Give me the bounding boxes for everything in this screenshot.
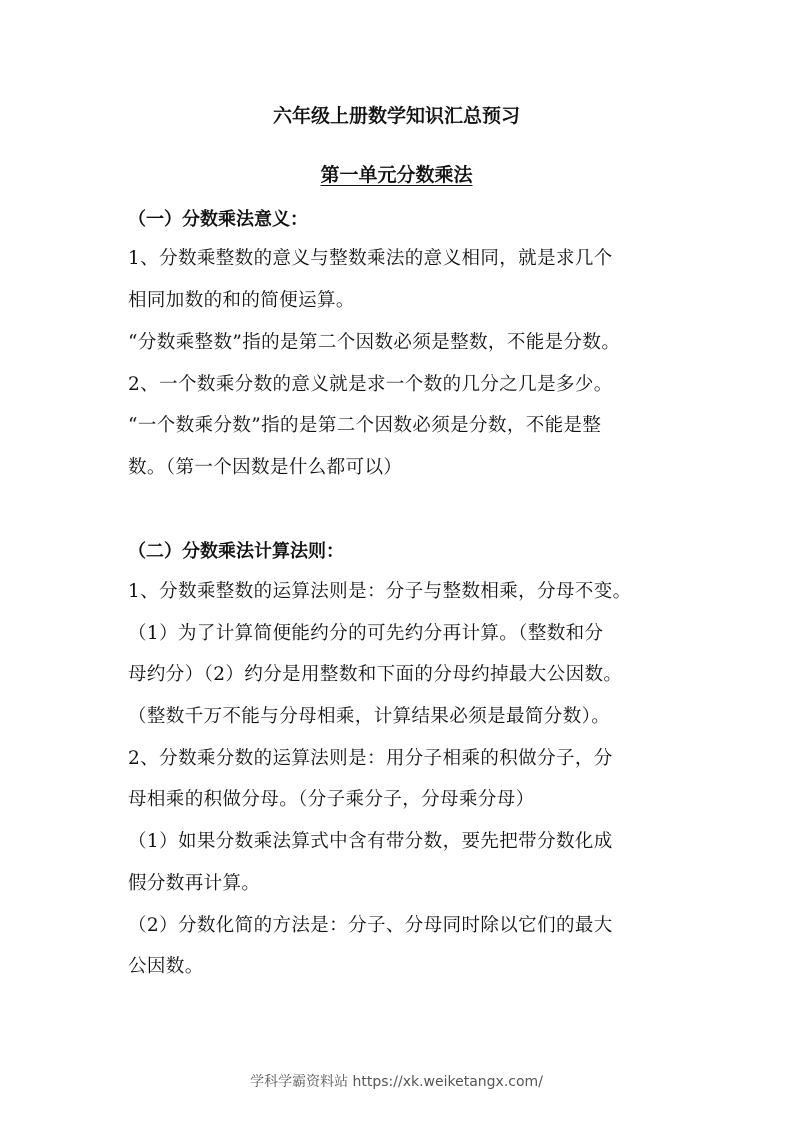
unit-title: 第一单元分数乘法 [320,164,473,186]
text-line: 相同加数的和的简便运算。 [128,290,355,311]
footer-watermark: 学科学霸资料站 https://xk.weiketangx.com/ [250,1074,543,1090]
text-line: “分数乘整数”指的是第二个因数必须是整数，不能是分数。 [128,332,621,353]
text-line: 假分数再计算。 [128,873,261,894]
text-line: 公因数。 [128,956,204,977]
text-line: 母约分）（2）约分是用整数和下面的分母约掉最大公因数。 [128,664,623,685]
text-line: （1）如果分数乘法算式中含有带分数，要先把带分数化成 [128,831,613,852]
text-line: 2、分数乘分数的运算法则是：用分子相乘的积做分子，分 [128,748,613,769]
section-heading: （一）分数乘法意义： [128,209,308,230]
section-heading: （二）分数乘法计算法则： [128,541,344,562]
text-line: 2、一个数乘分数的意义就是求一个数的几分之几是多少。 [128,374,613,395]
text-line: 1、分数乘整数的意义与整数乘法的意义相同，就是求几个 [128,248,613,269]
text-line: （2）分数化简的方法是：分子、分母同时除以它们的最大 [128,915,613,936]
document-title: 六年级上册数学知识汇总预习 [272,105,520,127]
text-line: （整数千万不能与分母相乘，计算结果必须是最简分数）。 [128,706,611,727]
text-line: 母相乘的积做分母。（分子乘分子，分母乘分母） [128,789,535,810]
text-line: “一个数乘分数”指的是第二个因数必须是分数，不能是整 [128,415,602,436]
text-line: 1、分数乘整数的运算法则是：分子与整数相乘，分母不变。 [128,581,632,602]
text-line: 数。（第一个因数是什么都可以） [128,457,403,478]
text-line: （1）为了计算简便能约分的可先约分再计算。（整数和分 [128,623,604,644]
